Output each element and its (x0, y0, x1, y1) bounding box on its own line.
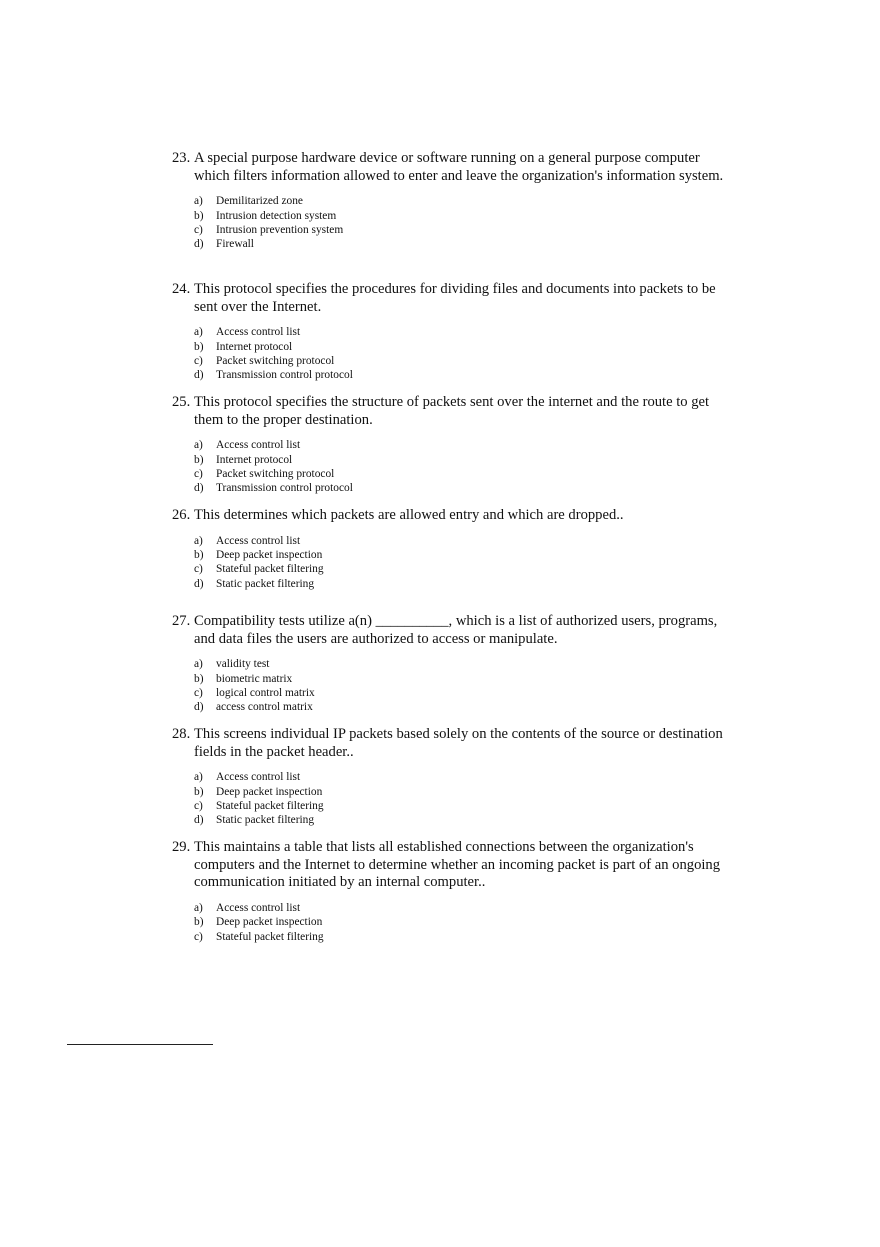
option-letter: b) (194, 785, 204, 798)
option-letter: d) (194, 701, 204, 714)
option-a (194, 325, 732, 339)
question-25 (172, 394, 732, 496)
question-29 (172, 839, 732, 944)
question-28 (172, 726, 732, 828)
option-letter: c) (194, 224, 203, 236)
answer-options (194, 438, 732, 496)
question-24 (172, 281, 732, 383)
question-27 (172, 613, 732, 715)
option-a (194, 534, 732, 548)
option-c (194, 799, 732, 813)
question-number: 27. (172, 613, 191, 629)
option-c (194, 562, 732, 576)
answer-options (194, 901, 732, 944)
option-d (194, 237, 732, 251)
option-b (194, 340, 732, 354)
option-letter: b) (194, 916, 204, 929)
answer-options (194, 325, 732, 383)
option-a (194, 770, 732, 784)
option-text: Stateful packet filtering (216, 800, 324, 812)
option-text: Static packet filtering (216, 577, 315, 590)
option-letter: c) (194, 800, 203, 812)
option-text: Intrusion prevention system (216, 224, 344, 236)
option-d (194, 481, 732, 495)
option-letter: b) (194, 453, 204, 466)
option-d (194, 813, 732, 827)
answer-options (194, 534, 732, 592)
option-letter: d) (194, 238, 204, 251)
question-number: 28. (172, 726, 191, 742)
option-letter: d) (194, 482, 204, 495)
question-number: 25. (172, 394, 191, 410)
answer-options (194, 657, 732, 715)
option-c (194, 467, 732, 481)
option-a (194, 194, 732, 208)
option-text: Internet protocol (216, 453, 293, 466)
footnote-separator-rule (67, 1044, 213, 1045)
option-text: Access control list (216, 326, 301, 339)
option-text: Access control list (216, 439, 301, 452)
question-23 (172, 150, 732, 252)
option-a (194, 657, 732, 671)
option-d (194, 577, 732, 591)
answer-options (194, 770, 732, 828)
option-b (194, 209, 732, 223)
option-letter: c) (194, 930, 203, 943)
question-text: This protocol specifies the structure of packets sent over the internet and the route to get them to the proper destination. (194, 394, 710, 428)
option-letter: a) (194, 439, 203, 452)
option-text: Transmission control protocol (216, 369, 353, 382)
option-text: Deep packet inspection (216, 549, 323, 561)
question-number: 29. (172, 839, 191, 855)
option-d (194, 700, 732, 714)
option-letter: b) (194, 209, 204, 222)
question-text: This determines which packets are allowed entry and which are dropped.. (194, 507, 624, 523)
question-text: This protocol specifies the procedures for dividing files and documents into packets to be sent over the Internet. (194, 281, 716, 315)
option-b (194, 915, 732, 929)
option-letter: c) (194, 687, 203, 699)
option-a (194, 438, 732, 452)
option-text: Stateful packet filtering (216, 930, 324, 943)
option-text: Access control list (216, 534, 301, 547)
option-letter: a) (194, 326, 203, 339)
question-number: 26. (172, 507, 191, 523)
question-number: 23. (172, 150, 191, 166)
option-text: Firewall (216, 238, 254, 251)
option-b (194, 453, 732, 467)
option-c (194, 930, 732, 944)
option-c (194, 223, 732, 237)
option-letter: a) (194, 658, 203, 671)
option-text: Demilitarized zone (216, 195, 303, 208)
option-text: Transmission control protocol (216, 482, 353, 495)
question-number: 24. (172, 281, 191, 297)
option-letter: c) (194, 563, 203, 576)
question-text: This screens individual IP packets based solely on the contents of the source or destination fields in the packet header.. (194, 726, 723, 760)
option-letter: d) (194, 369, 204, 382)
option-letter: a) (194, 195, 203, 208)
option-text: Packet switching protocol (216, 355, 335, 367)
option-text: Packet switching protocol (216, 468, 335, 480)
option-letter: b) (194, 549, 204, 561)
option-text: Access control list (216, 771, 301, 784)
answer-options (194, 194, 732, 252)
option-d (194, 368, 732, 382)
option-text: Static packet filtering (216, 814, 315, 827)
option-text: Intrusion detection system (216, 209, 337, 222)
option-a (194, 901, 732, 915)
option-text: Deep packet inspection (216, 785, 323, 798)
option-letter: c) (194, 355, 203, 367)
option-letter: a) (194, 771, 203, 784)
option-text: validity test (216, 658, 270, 671)
option-letter: a) (194, 901, 203, 914)
question-text: A special purpose hardware device or software running on a general purpose computer which filters information allowed to enter and leave the organization's information system. (194, 150, 724, 184)
option-text: Access control list (216, 901, 301, 914)
option-text: biometric matrix (216, 672, 293, 685)
option-text: access control matrix (216, 701, 313, 714)
option-letter: b) (194, 340, 204, 353)
option-letter: d) (194, 577, 204, 590)
question-text: Compatibility tests utilize a(n) __________, which is a list of authorized users, programs, and data files the users are authorized to access or manipulate. (194, 613, 718, 647)
option-text: logical control matrix (216, 687, 315, 699)
option-text: Stateful packet filtering (216, 563, 324, 576)
option-letter: d) (194, 814, 204, 827)
question-26 (172, 507, 732, 591)
option-letter: a) (194, 534, 203, 547)
option-letter: c) (194, 468, 203, 480)
option-b (194, 548, 732, 562)
option-b (194, 672, 732, 686)
question-text: This maintains a table that lists all established connections between the organization's computers and the Internet to determine whether an incoming packet is part of an ongoing communication initiated by an internal computer.. (194, 839, 721, 891)
option-letter: b) (194, 672, 204, 685)
option-b (194, 785, 732, 799)
option-c (194, 354, 732, 368)
option-c (194, 686, 732, 700)
option-text: Internet protocol (216, 340, 293, 353)
option-text: Deep packet inspection (216, 916, 323, 929)
